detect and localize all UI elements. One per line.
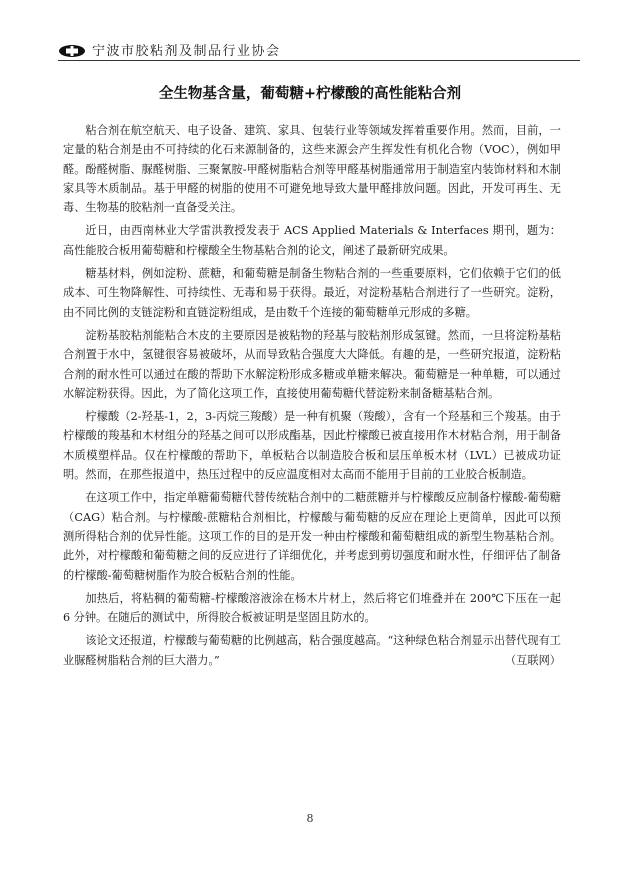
page-number: 8 — [306, 812, 314, 825]
article-paragraph-text: 该论文还报道，柠檬酸与葡萄糖的比例越高，粘合强度越高。“这种绿色粘合剂显示出替代现有工业脲醛树脂粘合剂的巨大潜力。” — [63, 634, 561, 667]
article-paragraph: 加热后，将粘稠的葡萄糖-柠檬酸溶液涂在杨木片材上，然后将它们堆叠并在 200℃下压在一起 6 分钟。在随后的测试中，所得胶合板被证明是坚固且防水的。 — [63, 591, 561, 625]
association-logo-icon — [58, 43, 86, 57]
article-body — [63, 121, 561, 670]
page-header — [58, 40, 281, 59]
article-paragraph: 近日，由西南林业大学雷洪教授发表于 ACS Applied Materials & Interfaces 期刊，题为：高性能胶合板用葡萄糖和柠檬酸全生物基粘合剂的论文，阐述了最新研究成果。 — [63, 224, 561, 257]
article-paragraph: 在这项工作中，指定单糖葡萄糖代替传统粘合剂中的二糖蔗糖并与柠檬酸反应制备柠檬酸-葡萄糖（CAG）粘合剂。与柠檬酸-蔗糖粘合剂相比，柠檬酸与葡萄糖的反应在理论上更简单，因此可以预测所得粘合剂的优异性能。这项工作的目的是开发一种由柠檬酸和葡萄糖组成的新型生物基粘合剂。此外，对柠檬酸和葡萄糖之间的反应进行了详细优化，并考虑到剪切强度和耐水性，仔细评估了制备的柠檬酸-葡萄糖树脂作为胶合板粘合剂的性能。 — [63, 491, 561, 582]
article-paragraph: 粘合剂在航空航天、电子设备、建筑、家具、包装行业等领域发挥着重要作用。然而，目前，一定量的粘合剂是由不可持续的化石来源制备的，这些来源会产生挥发性有机化合物（VOC），例如甲醛。酚醛树脂、脲醛树脂、三聚氰胺-甲醛树脂粘合剂等甲醛基树脂通常用于制造室内装饰材料和木制家具等木质制品。基于甲醛的树脂的使用不可避免地导致大量甲醛排放问题。因此，开发可再生、无毒、生物基的胶粘剂一直备受关注。 — [63, 124, 561, 215]
article-paragraph: 柠檬酸（2-羟基-1，2，3-丙烷三羧酸）是一种有机聚（羧酸），含有一个羟基和三个羧基。由于柠檬酸的羧基和木材组分的羟基之间可以形成酯基，因此柠檬酸已被直接用作木材粘合剂，用于制备木质模塑样品。仅在柠檬酸的帮助下，单板粘合以制造胶合板和层压单板木材（LVL）已被成功证明。然而，在那些报道中，热压过程中的反应温度相对太高而不能用于目前的工业胶合板制造。 — [63, 410, 561, 482]
article-paragraph: 糖基材料，例如淀粉、蔗糖，和葡萄糖是制备生物粘合剂的一些重要原料，它们依赖于它们的低成本、可生物降解性、可持续性、无毒和易于获得。最近，对淀粉基粘合剂进行了一些研究。淀粉，由不同比例的支链淀粉和直链淀粉组成，是由数千个连接的葡萄糖单元形成的多糖。 — [63, 267, 561, 319]
article-last-paragraph — [63, 631, 561, 670]
article-paragraph: 淀粉基胶粘剂能粘合木皮的主要原因是被粘物的羟基与胶粘剂形成氢键。然而，一旦将淀粉基粘合剂置于水中，氢键很容易被破坏，从而导致粘合强度大大降低。有趣的是，一些研究报道，淀粉粘合剂的耐水性可以通过在酸的帮助下水解淀粉形成多糖或单糖来解决。葡萄糖是一种单糖，可以通过水解淀粉获得。因此，为了简化这项工作，直接使用葡萄糖代替淀粉来制备糖基粘合剂。 — [63, 328, 561, 400]
source-note: （互联网） — [505, 653, 561, 667]
association-name: 宁波市胶粘剂及制品行业协会 — [92, 44, 281, 59]
header-divider — [58, 60, 580, 61]
article-title: 全生物基含量，葡萄糖+柠檬酸的高性能粘合剂 — [158, 85, 462, 102]
